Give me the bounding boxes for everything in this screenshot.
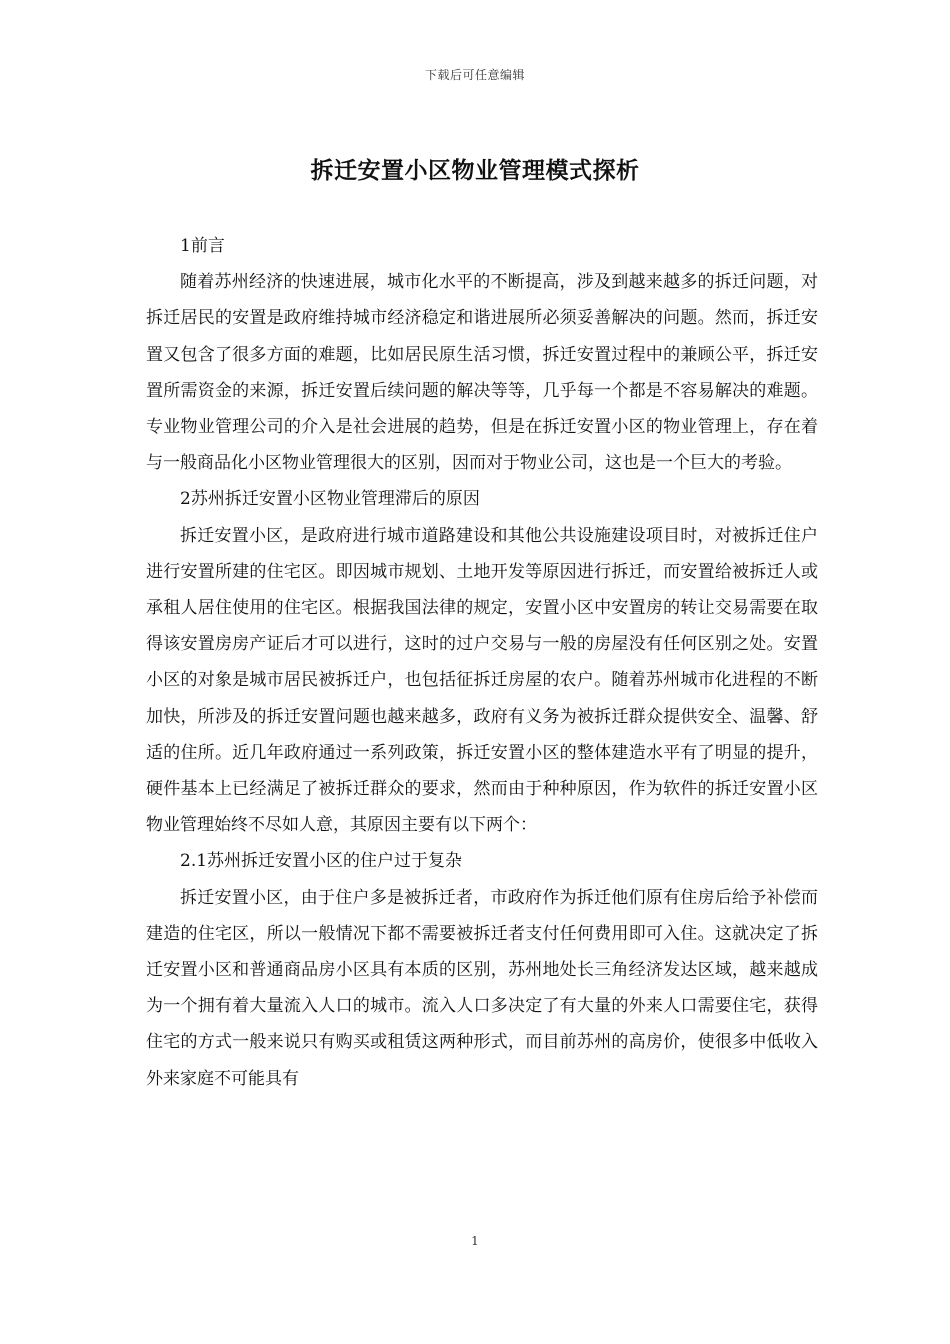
page-number: 1 <box>471 1234 479 1248</box>
document-title: 拆迁安置小区物业管理模式探析 <box>310 157 640 184</box>
header-note: 下载后可任意编辑 <box>424 68 525 82</box>
paragraph-2: 拆迁安置小区，是政府进行城市道路建设和其他公共设施建设项目时，对被拆迁住户进行安置所建的住宅区。即因城市规划、土地开发等原因进行拆迁，而安置给被拆迁人或承租人居住使用的住宅区。根据我国法律的规定，安置小区中安置房的转让交易需要在取得该安置房房产证后才可以进行，这时的过户交易与一般的房屋没有任何区别之处。安置小区的对象是城市居民被拆迁户，也包括征拆迁房屋的农户。随着苏州城市化进程的不断加快，所涉及的拆迁安置问题也越来越多，政府有义务为被拆迁群众提供安全、温馨、舒适的住所。近几年政府通过一系列政策，拆迁安置小区的整体建造水平有了明显的提升，硬件基本上已经满足了被拆迁群众的要求，然而由于种种原因，作为软件的拆迁安置小区物业管理始终不尽如人意，其原因主要有以下两个： <box>146 525 818 836</box>
section-heading-1: 1前言 <box>180 236 225 256</box>
section-heading-2-1: 2.1苏州拆迁安置小区的住户过于复杂 <box>180 851 463 872</box>
section-heading-2: 2苏州拆迁安置小区物业管理滞后的原因 <box>180 489 480 510</box>
paragraph-3: 拆迁安置小区，由于住户多是被拆迁者，市政府作为拆迁他们原有住房后给予补偿而建造的住宅区，所以一般情况下都不需要被拆迁者支付任何费用即可入住。这就决定了拆迁安置小区和普通商品房小区具有本质的区别，苏州地处长三角经济发达区域，越来越成为一个拥有着大量流入人口的城市。流入人口多决定了有大量的外来人口需要住宅，获得住宅的方式一般来说只有购买或租赁这两种形式，而目前苏州的高房价，使很多中低收入外来家庭不可能具有 <box>146 887 818 1089</box>
document-body <box>146 228 818 1097</box>
paragraph-1: 随着苏州经济的快速进展，城市化水平的不断提高，涉及到越来越多的拆迁问题，对拆迁居民的安置是政府维持城市经济稳定和谐进展所必须妥善解决的问题。然而，拆迁安置又包含了很多方面的难题，比如居民原生活习惯，拆迁安置过程中的兼顾公平，拆迁安置所需资金的来源，拆迁安置后续问题的解决等等，几乎每一个都是不容易解决的难题。专业物业管理公司的介入是社会进展的趋势，但是在拆迁安置小区的物业管理上，存在着与一般商品化小区物业管理很大的区别，因而对于物业公司，这也是一个巨大的考验。 <box>146 272 818 474</box>
